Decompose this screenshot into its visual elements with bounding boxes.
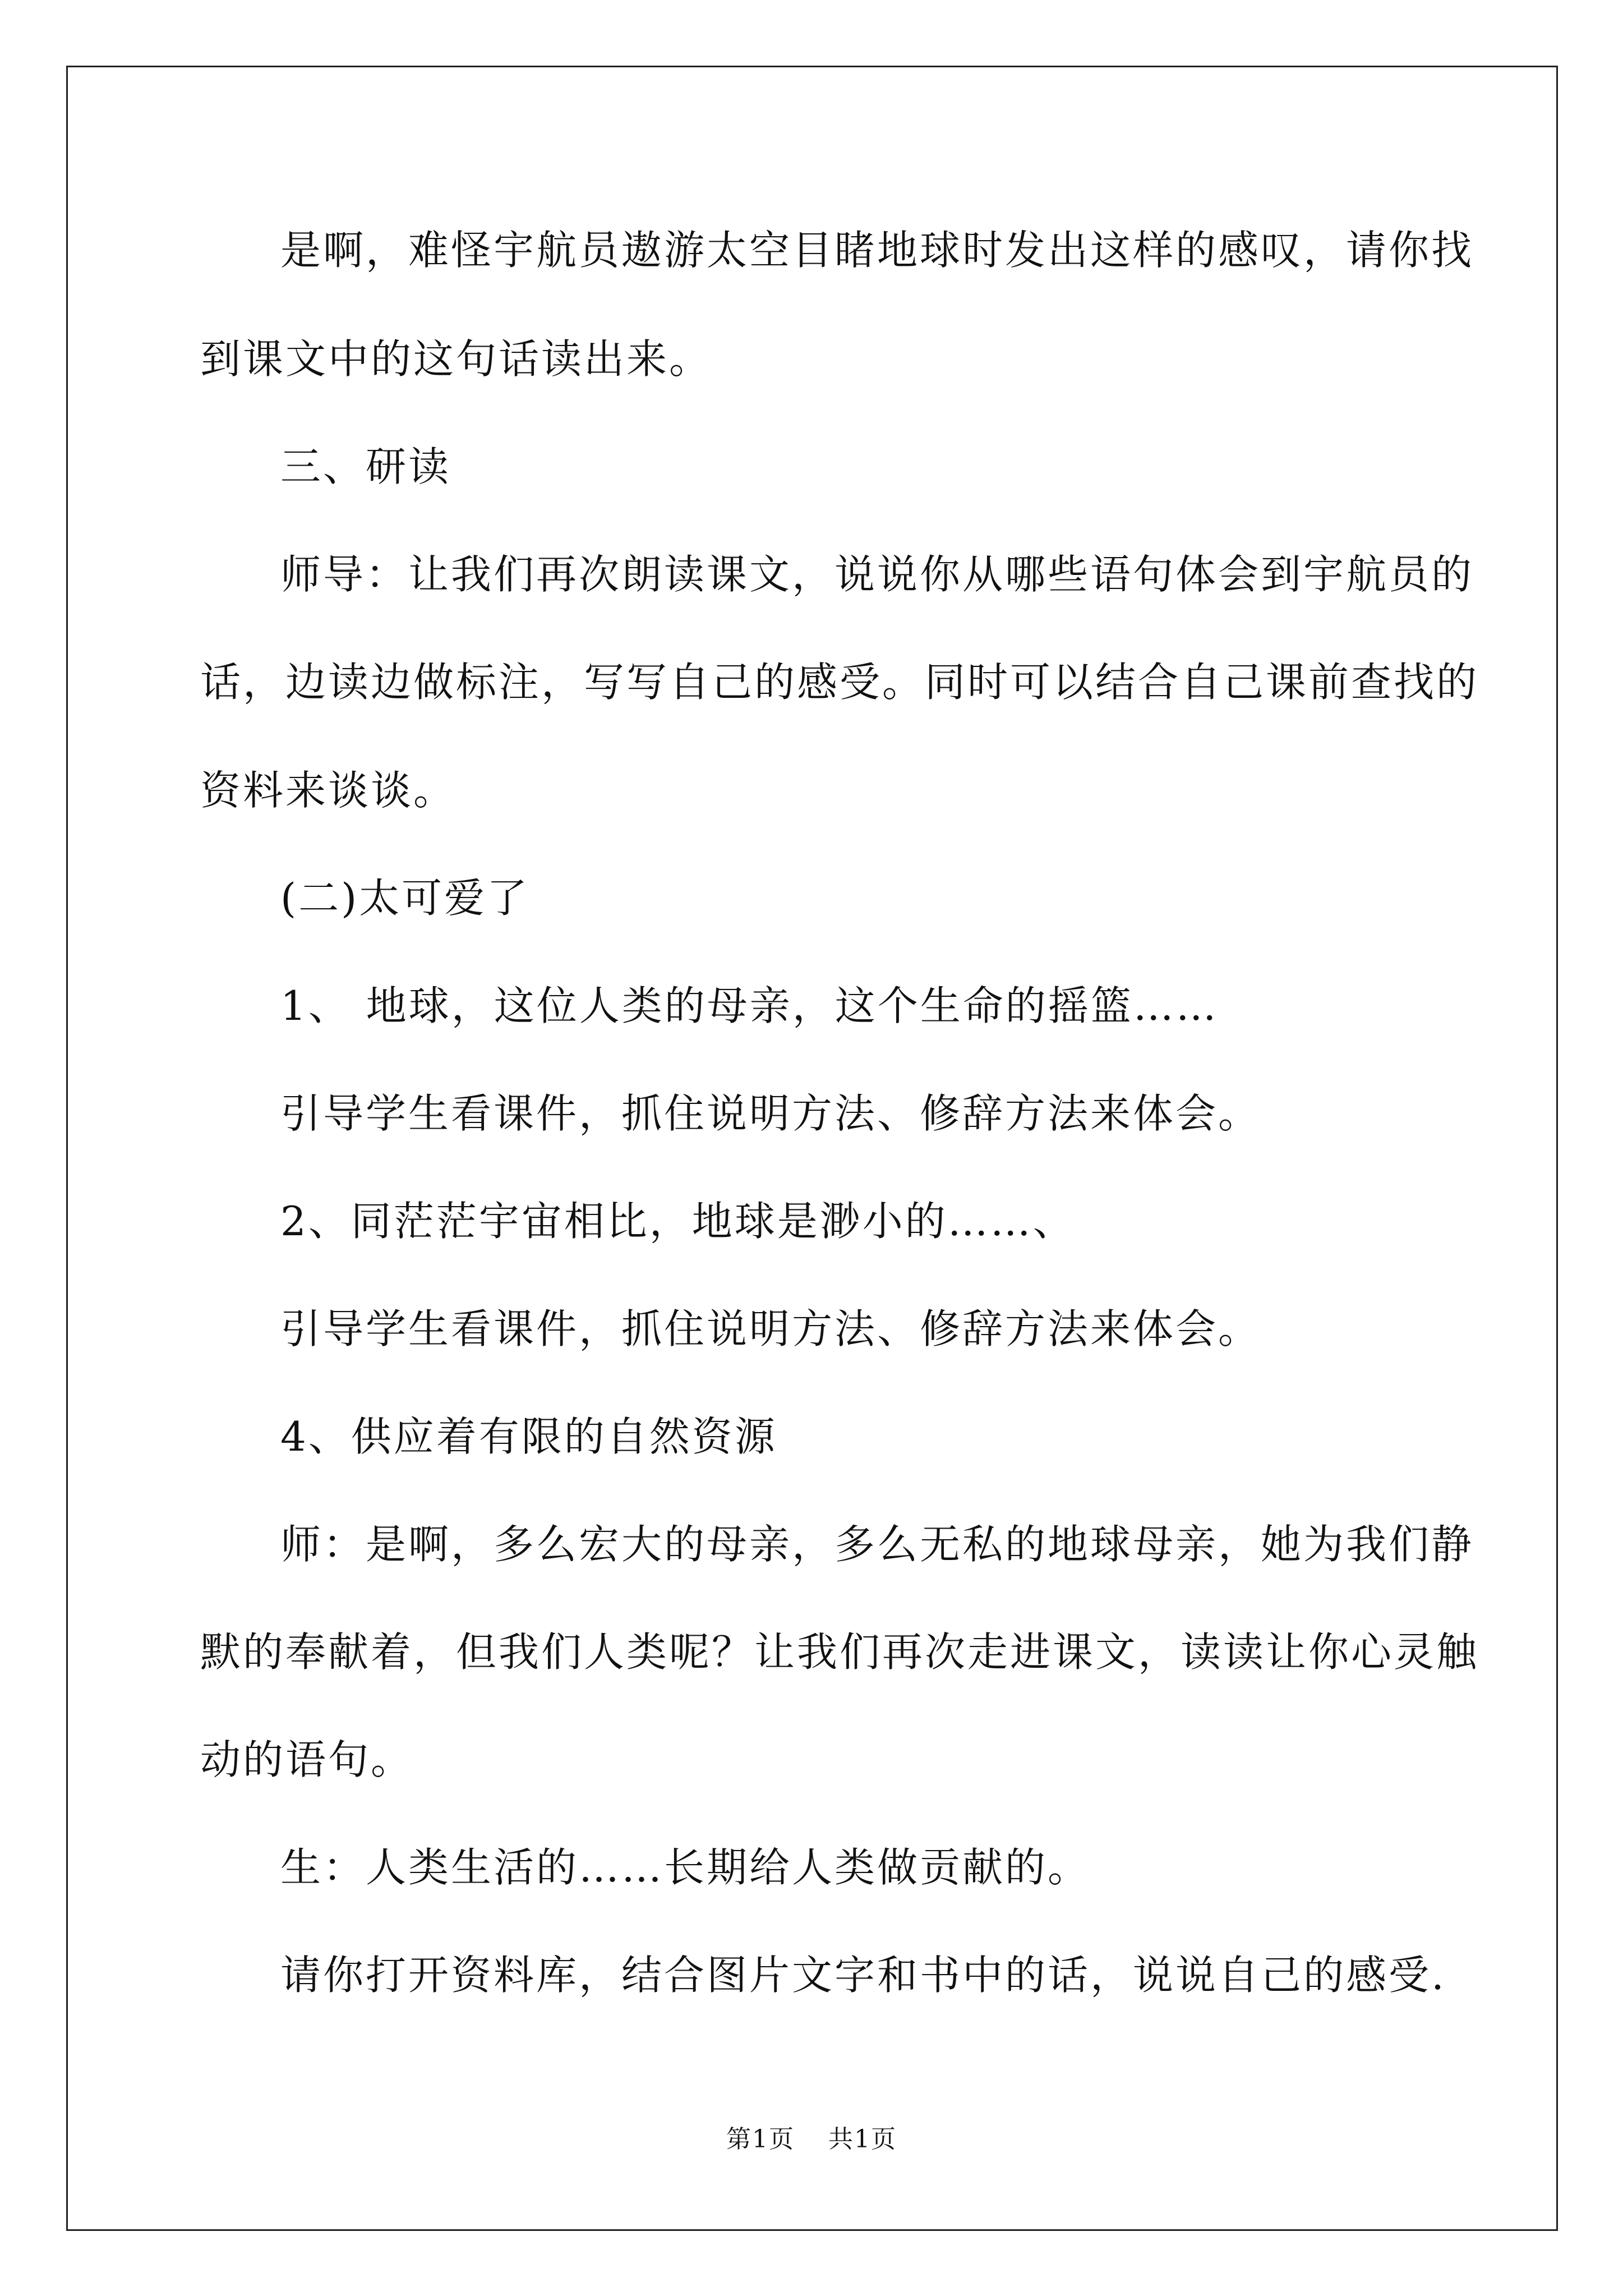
paragraph-line-16: 生：人类生活的……长期给人类做贡献的。 bbox=[280, 1844, 1091, 1891]
page-border bbox=[66, 66, 1558, 2231]
page-number: 第1页 bbox=[726, 2125, 795, 2154]
list-item-1: 1、 地球，这位人类的母亲，这个生命的摇篮…… bbox=[280, 982, 1219, 1029]
subheading-tai-ke-ai: (二)太可爱了 bbox=[280, 875, 530, 922]
list-item-2: 2、同茫茫宇宙相比，地球是渺小的……、 bbox=[280, 1198, 1076, 1245]
page-total: 共1页 bbox=[828, 2125, 897, 2154]
paragraph-line-6: 资料来谈谈。 bbox=[200, 767, 457, 814]
paragraph-line-15: 动的语句。 bbox=[200, 1736, 414, 1783]
paragraph-line-1: 是啊，难怪宇航员遨游太空目睹地球时发出这样的感叹，请你找 bbox=[280, 227, 1474, 274]
paragraph-line-2: 到课文中的这句话读出来。 bbox=[200, 335, 712, 383]
paragraph-line-11: 引导学生看课件，抓住说明方法、修辞方法来体会。 bbox=[280, 1305, 1261, 1352]
paragraph-line-9: 引导学生看课件，抓住说明方法、修辞方法来体会。 bbox=[280, 1090, 1261, 1137]
paragraph-line-5: 话，边读边做标注，写写自己的感受。同时可以结合自己课前查找的 bbox=[200, 659, 1479, 706]
paragraph-line-13: 师：是啊，多么宏大的母亲，多么无私的地球母亲，她为我们静 bbox=[280, 1521, 1474, 1568]
section-heading-yandu: 三、研读 bbox=[280, 443, 451, 490]
list-item-4: 4、供应着有限的自然资源 bbox=[280, 1413, 777, 1460]
paragraph-line-4: 师导：让我们再次朗读课文，说说你从哪些语句体会到宇航员的 bbox=[280, 551, 1474, 598]
paragraph-line-14: 默的奉献着，但我们人类呢？让我们再次走进课文，读读让你心灵触 bbox=[200, 1628, 1479, 1676]
paragraph-line-17: 请你打开资料库，结合图片文字和书中的话，说说自己的感受. bbox=[280, 1952, 1446, 1999]
page-footer bbox=[0, 2127, 1623, 2152]
